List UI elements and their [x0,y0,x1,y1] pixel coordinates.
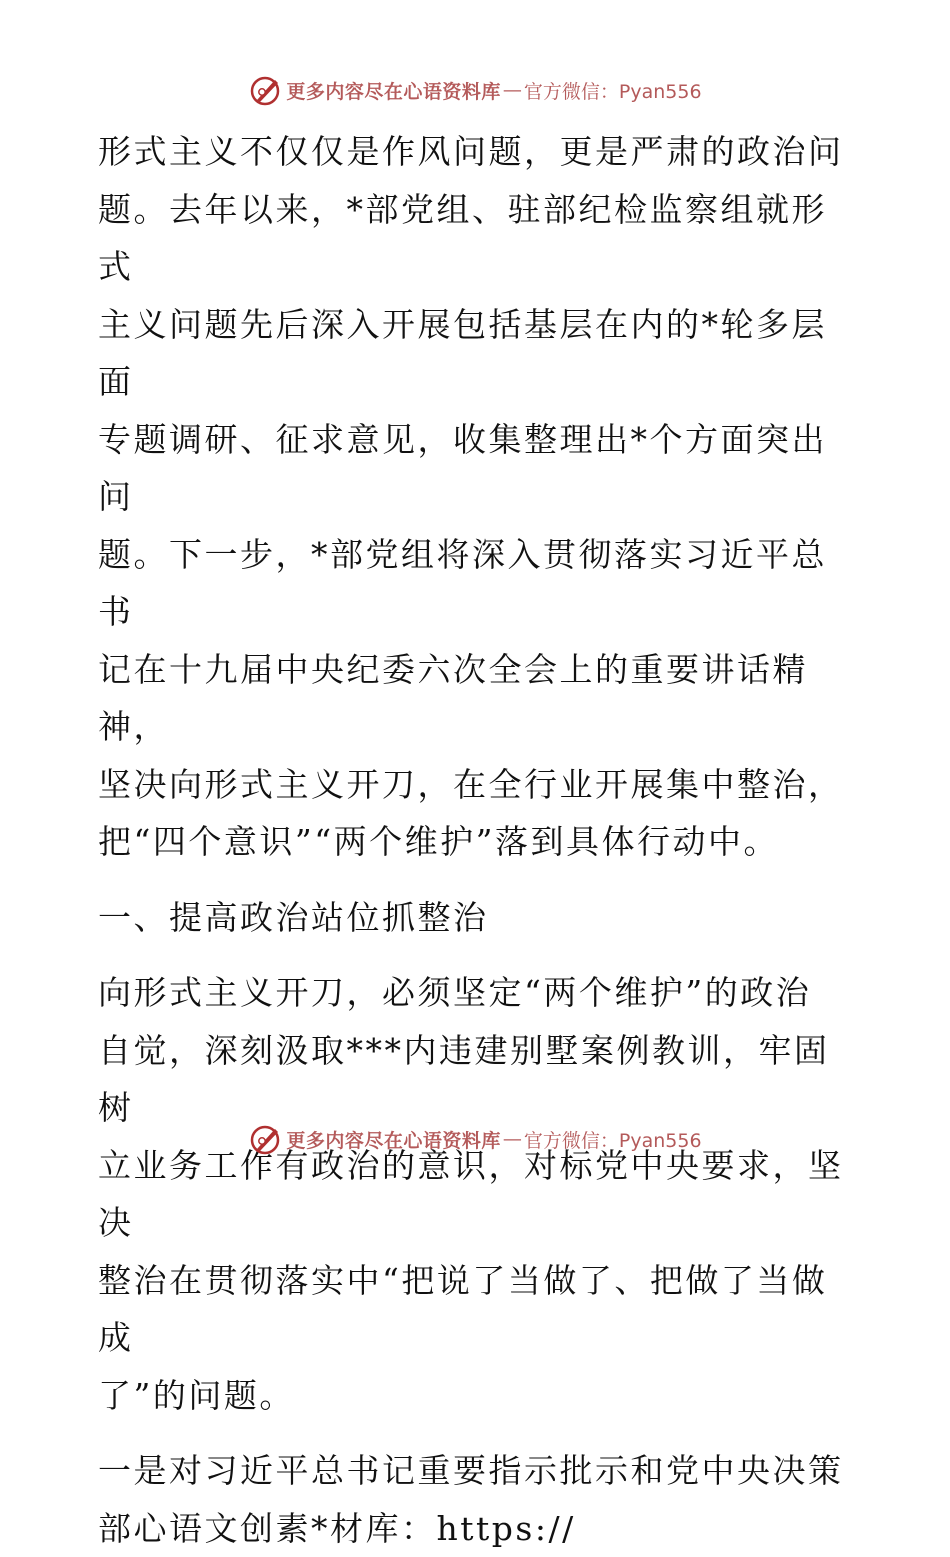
text-line: 整治在贯彻落实中“把说了当做了、把做了当做成 [98,1260,828,1357]
text-line: 专题调研、征求意见，收集整理出*个方面突出问 [98,419,827,516]
text-line: 一、提高政治站位抓整治 [98,897,489,937]
red-pen-logo-icon [248,73,282,107]
text-line: 一是对习近平总书记重要指示批示和党中央决策 [98,1451,844,1490]
paragraph-point-one [98,1442,858,1557]
text-line: 把“四个意识”“两个维护”落到具体行动中。 [98,822,779,861]
text-line: 形式主义不仅仅是作风问题，更是严肃的政治问 [98,132,844,171]
text-line: 主义问题先后深入开展包括基层在内的*轮多层面 [98,304,827,401]
text-line: 了”的问题。 [98,1375,295,1415]
red-pen-logo-icon [248,1122,282,1156]
section-heading [98,889,858,947]
header-banner [0,72,950,108]
banner-title: 更多内容尽在心语资料库 [286,80,501,103]
text-line: 记在十九届中央纪委六次全会上的重要讲话精神， [98,649,808,746]
text-line: 题。去年以来，*部党组、驻部纪检监察组就形式 [98,189,827,286]
footer-banner [0,1121,950,1157]
banner-title: 更多内容尽在心语资料库 [286,1129,501,1152]
document-body [98,123,858,1557]
text-line: 自觉，深刻汲取***内违建别墅案例教训，牢固树 [98,1030,830,1127]
paragraph-intro [98,123,858,871]
banner-wechat: 官方微信：Pyan556 [523,1129,702,1152]
text-line: 向形式主义开刀，必须坚定“两个维护”的政治 [98,973,812,1012]
text-line: 部心语文创素*材库：https:// [98,1508,576,1548]
banner-wechat: 官方微信：Pyan556 [523,80,702,103]
banner-dash: — [502,79,522,101]
text-line: 立业务工作有政治的意识，对标党中央要求，坚决 [98,1145,844,1242]
banner-dash: — [502,1128,522,1150]
paragraph-section-one [98,964,858,1424]
text-line: 题。下一步，*部党组将深入贯彻落实习近平总书 [98,534,827,631]
text-line: 坚决向形式主义开刀，在全行业开展集中整治， [98,764,844,804]
